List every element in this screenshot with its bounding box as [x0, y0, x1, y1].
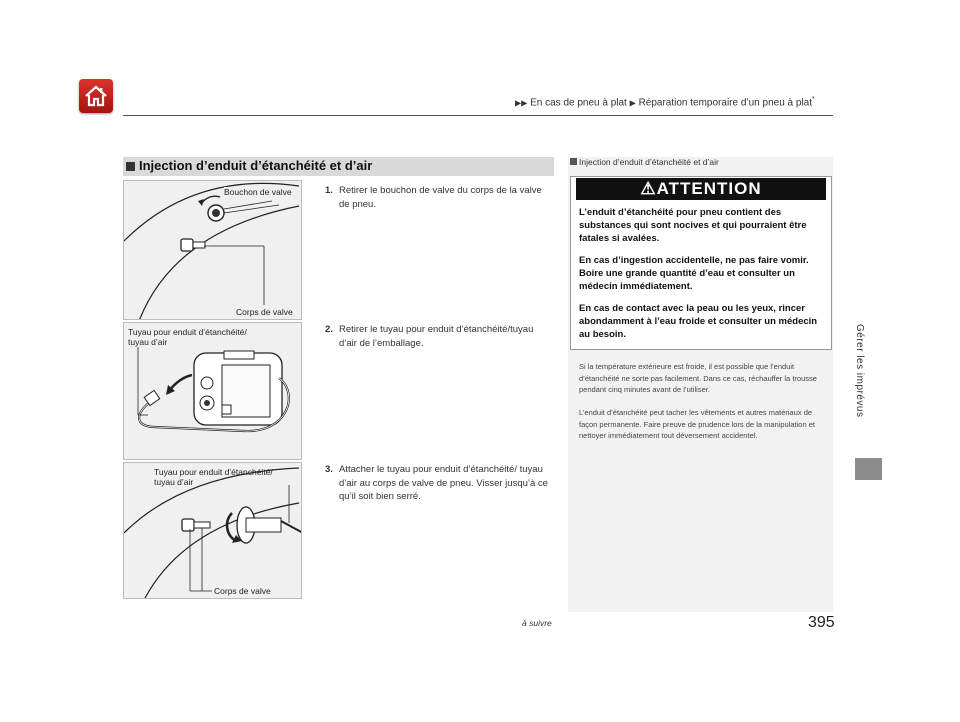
- breadcrumb-link-2[interactable]: Réparation temporaire d’un pneu à plat: [638, 97, 813, 109]
- note-title-text: Injection d’enduit d’étanchéité et d’air: [579, 157, 719, 167]
- step-3: [325, 463, 553, 504]
- valve-cap-illustration: [124, 181, 302, 320]
- note-text-1: Si la température extérieure est froide, il est possible que l’enduit d’étanchéité ne sorte pas facilement. Dans ce cas, réchauffer la trousse pendant cinq minutes avant de l’utiliser.: [579, 362, 817, 394]
- label-valve-stem: Corps de valve: [236, 307, 293, 317]
- step-text: Attacher le tuyau pour enduit d’étanchéité/ tuyau d’air au corps de valve de pneu. Visser jusqu’à ce qu’il soit bien serré.: [339, 464, 548, 502]
- warning-text-2: En cas d’ingestion accidentelle, ne pas faire vomir. Boire une grande quantité d’eau et consulter un médecin immédiatement.: [579, 255, 809, 292]
- home-icon: [84, 84, 108, 108]
- chapter-marker: [855, 458, 882, 480]
- warning-header-text: ATTENTION: [656, 179, 762, 198]
- section-square-icon: [126, 162, 135, 171]
- label-sealant-hose: Tuyau pour enduit d’étanchéité/ tuyau d’air: [128, 327, 247, 347]
- breadcrumb-mark: *: [812, 96, 815, 103]
- label-valve-stem: Corps de valve: [214, 586, 271, 596]
- page-number: 395: [808, 614, 835, 631]
- warning-triangle-icon: ⚠: [640, 179, 657, 198]
- continued-label: à suivre: [522, 618, 552, 628]
- label-valve-cap: Bouchon de valve: [224, 187, 292, 197]
- header-rule: [123, 115, 833, 116]
- step-text: Retirer le tuyau pour enduit d’étanchéité/tuyau d’air de l’emballage.: [339, 324, 534, 349]
- chapter-tab[interactable]: [852, 324, 880, 454]
- warning-box: [570, 176, 832, 350]
- step-text: Retirer le bouchon de valve du corps de la valve de pneu.: [339, 185, 542, 210]
- chapter-tab-label: Gérer les imprévus: [854, 324, 865, 418]
- note-marker-icon: [570, 158, 577, 165]
- figure-hose: [123, 322, 302, 460]
- figure-valve-cap: [123, 180, 302, 320]
- label-sealant-hose: Tuyau pour enduit d’étanchéité/ tuyau d’air: [154, 467, 273, 487]
- home-button[interactable]: [79, 79, 113, 113]
- warning-text-1: L’enduit d’étanchéité pour pneu contient des substances qui sont nocives et qui pourraient être fatales si avalées.: [579, 207, 807, 244]
- step-1: [325, 184, 553, 211]
- step-number: 3.: [325, 464, 333, 475]
- step-2: [325, 323, 553, 350]
- warning-text-3: En cas de contact avec la peau ou les yeux, rincer abondamment à l’eau froide et consulter un médecin au besoin.: [579, 303, 818, 340]
- breadcrumb: [515, 96, 815, 108]
- step-number: 2.: [325, 324, 333, 335]
- section-title: Injection d’enduit d’étanchéité et d’air: [139, 158, 373, 173]
- step-number: 1.: [325, 185, 333, 196]
- warning-header: [576, 178, 826, 200]
- note-title: [570, 157, 719, 167]
- breadcrumb-arrow-icon: ▶▶: [515, 98, 528, 108]
- breadcrumb-link-1[interactable]: En cas de pneu à plat: [530, 97, 627, 109]
- breadcrumb-arrow-icon: ▶: [629, 98, 636, 108]
- figure-hose-attach: [123, 462, 302, 599]
- section-header: [123, 157, 554, 176]
- note-text-2: L’enduit d’étanchéité peut tacher les vêtements et autres matériaux de façon permanente. Faire preuve de prudence lors de la manipulation et nettoyer immédiatement tout déversement accidentel.: [579, 408, 815, 440]
